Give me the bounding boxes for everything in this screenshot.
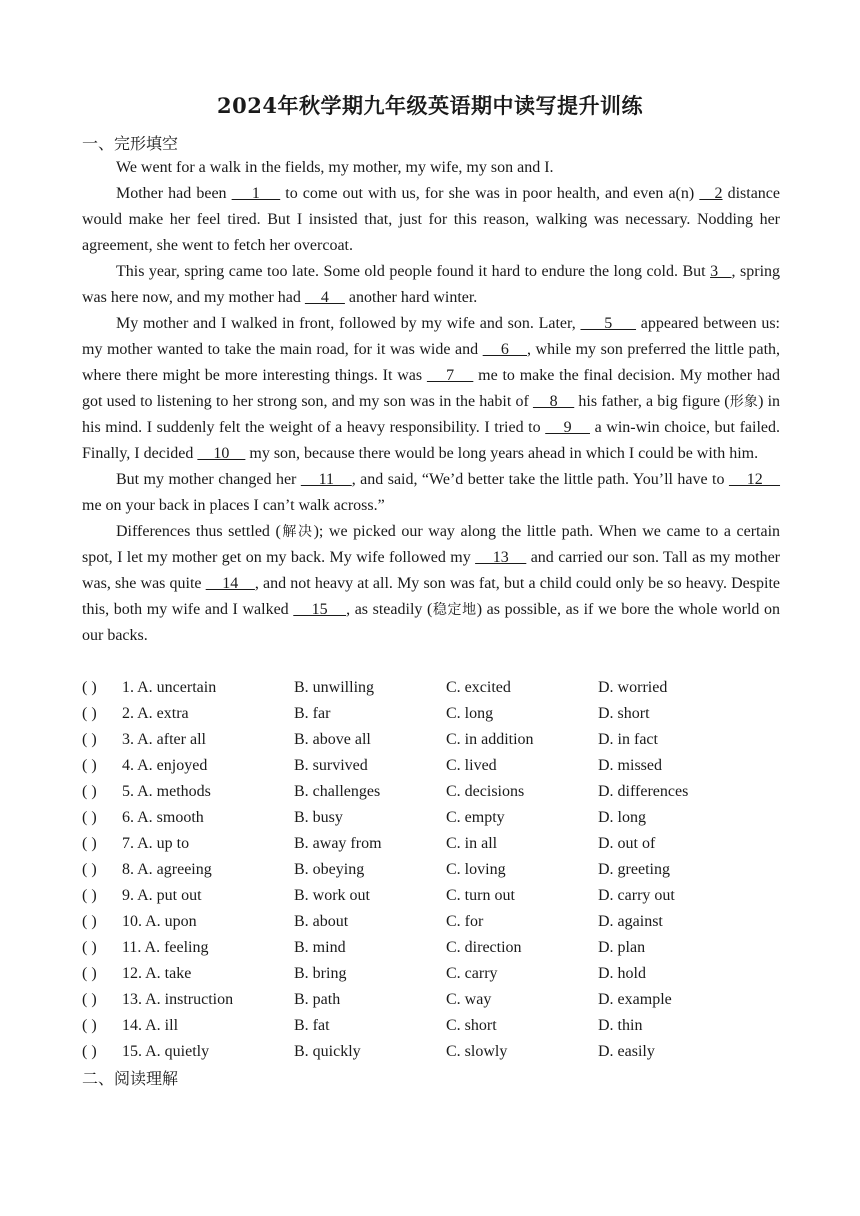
option-d: D. differences: [598, 783, 689, 800]
chinese-gloss: 稳定地: [432, 602, 477, 618]
answer-blank: 6: [482, 341, 527, 358]
page-title: 2024年秋学期九年级英语期中读写提升训练: [217, 93, 643, 118]
answer-bracket: ( ): [82, 731, 97, 748]
answer-bracket: ( ): [82, 809, 97, 826]
question-row: [82, 987, 780, 1013]
answer-bracket: ( ): [82, 939, 97, 956]
answer-blank: 13: [475, 549, 527, 566]
option-c: C. turn out: [446, 887, 515, 904]
passage-text: , and not heavy at all. My son was fat, but a child could only be so heavy. Despite this, both my wife and I walked: [82, 575, 780, 618]
passage-text: Mother had been: [116, 185, 232, 202]
option-c: C. slowly: [446, 1043, 508, 1060]
option-b: B. fat: [294, 1017, 330, 1034]
option-c: C. loving: [446, 861, 506, 878]
question-row: [82, 857, 780, 883]
option-a: 1. A. uncertain: [122, 679, 217, 696]
option-b: B. above all: [294, 731, 371, 748]
section-heading-reading: 二、阅读理解: [82, 1069, 179, 1088]
question-row: [82, 805, 780, 831]
passage-text: me to make the final decision. My mother had got used to listening to her strong son, and my son was in the habit of: [82, 367, 781, 410]
question-row: [82, 883, 780, 909]
passage-paragraph: [82, 259, 780, 311]
question-row: [82, 909, 780, 935]
option-a: 13. A. instruction: [122, 991, 234, 1008]
option-a: 10. A. upon: [122, 913, 197, 930]
answer-blank: 10: [197, 445, 246, 462]
passage-text: me on your back in places I can’t walk across.”: [82, 497, 385, 514]
passage-paragraph: [82, 155, 780, 181]
option-b: B. busy: [294, 809, 343, 826]
option-d: D. missed: [598, 757, 662, 774]
option-c: C. in addition: [446, 731, 534, 748]
option-a: 5. A. methods: [122, 783, 211, 800]
option-b: B. challenges: [294, 783, 381, 800]
option-a: 11. A. feeling: [122, 939, 209, 956]
question-row: [82, 701, 780, 727]
option-c: C. for: [446, 913, 484, 930]
answer-blank: 15: [293, 601, 347, 618]
passage-text: , as steadily (: [346, 601, 433, 618]
option-c: C. carry: [446, 965, 498, 982]
question-row: [82, 727, 780, 753]
option-d: D. carry out: [598, 887, 675, 904]
answer-bracket: ( ): [82, 783, 97, 800]
option-d: D. in fact: [598, 731, 658, 748]
passage-text: appeared between us: my mother wanted to take the main road, for it was wide and: [82, 315, 781, 358]
option-d: D. hold: [598, 965, 646, 982]
option-a: 8. A. agreeing: [122, 861, 212, 878]
option-c: C. empty: [446, 809, 505, 826]
option-a: 15. A. quietly: [122, 1043, 210, 1060]
option-d: D. worried: [598, 679, 668, 696]
question-row: [82, 1013, 780, 1039]
option-d: D. easily: [598, 1043, 655, 1060]
option-b: B. quickly: [294, 1043, 361, 1060]
answer-blank: 8: [532, 393, 575, 410]
question-row: [82, 675, 780, 701]
cloze-passage: [82, 155, 780, 649]
option-b: B. work out: [294, 887, 370, 904]
passage-text: , while my son preferred the little path, where there might be more interesting things. It was: [82, 341, 781, 384]
answer-bracket: ( ): [82, 965, 97, 982]
option-c: C. decisions: [446, 783, 525, 800]
option-c: C. in all: [446, 835, 498, 852]
option-a: 14. A. ill: [122, 1017, 179, 1034]
option-c: C. excited: [446, 679, 511, 696]
option-b: B. path: [294, 991, 341, 1008]
option-c: C. lived: [446, 757, 497, 774]
passage-text: , and said, “We’d better take the little path. You’ll have to: [351, 471, 729, 488]
answer-blank: 12: [728, 471, 781, 488]
passage-text: to come out with us, for she was in poor health, and even a(n): [280, 185, 700, 202]
option-d: D. against: [598, 913, 663, 930]
passage-paragraph: [82, 467, 780, 519]
passage-text: This year, spring came too late. Some old people found it hard to endure the long cold. But: [116, 263, 711, 280]
answer-blank: 9: [545, 419, 590, 436]
answer-bracket: ( ): [82, 861, 97, 878]
passage-paragraph: [82, 311, 780, 467]
option-d: D. thin: [598, 1017, 643, 1034]
option-a: 12. A. take: [122, 965, 192, 982]
answer-blank: 1: [231, 185, 281, 202]
answer-bracket: ( ): [82, 835, 97, 852]
answer-bracket: ( ): [82, 887, 97, 904]
question-row: [82, 779, 780, 805]
question-row: [82, 1039, 780, 1065]
option-d: D. greeting: [598, 861, 670, 878]
answer-bracket: ( ): [82, 679, 97, 696]
option-c: C. way: [446, 991, 492, 1008]
option-b: B. about: [294, 913, 349, 930]
answer-options: [82, 675, 780, 1065]
passage-text: ) as possible, as if we bore the whole world on our backs.: [82, 601, 781, 644]
answer-blank: 14: [205, 575, 255, 592]
option-d: D. short: [598, 705, 650, 722]
option-b: B. bring: [294, 965, 347, 982]
option-c: C. direction: [446, 939, 522, 956]
option-c: C. long: [446, 705, 494, 722]
passage-text: We went for a walk in the fields, my mother, my wife, my son and I.: [116, 159, 554, 176]
answer-blank: 7: [426, 367, 474, 384]
passage-text: My mother and I walked in front, followed by my wife and son. Later,: [116, 315, 581, 332]
question-row: [82, 961, 780, 987]
answer-bracket: ( ): [82, 1017, 97, 1034]
passage-text: , spring was here now, and my mother had: [82, 263, 781, 306]
passage-paragraph: [82, 519, 780, 649]
option-d: D. plan: [598, 939, 646, 956]
passage-text: and carried our son. Tall as my mother was, she was quite: [82, 549, 780, 592]
answer-bracket: ( ): [82, 913, 97, 930]
passage-text: a win-win choice, but failed. Finally, I decided: [82, 419, 781, 462]
option-a: 3. A. after all: [122, 731, 206, 748]
passage-paragraph: [82, 181, 780, 259]
option-b: B. far: [294, 705, 331, 722]
answer-blank: 5: [580, 315, 637, 332]
chinese-gloss: 解决: [280, 524, 314, 540]
option-b: B. mind: [294, 939, 346, 956]
passage-text: Differences thus settled (: [116, 523, 281, 540]
passage-text: ) in his mind. I suddenly felt the weight of a heavy responsibility. I tried to: [82, 393, 781, 436]
answer-blank: 4: [304, 289, 345, 306]
option-a: 7. A. up to: [122, 835, 190, 852]
question-row: [82, 753, 780, 779]
passage-text: ); we picked our way along the little path. When we came to a certain spot, I let my mother get on my back. My wife followed my: [82, 523, 781, 566]
option-b: B. survived: [294, 757, 368, 774]
answer-blank: 3: [710, 263, 732, 280]
option-c: C. short: [446, 1017, 497, 1034]
answer-bracket: ( ): [82, 991, 97, 1008]
answer-bracket: ( ): [82, 1043, 97, 1060]
option-a: 2. A. extra: [122, 705, 189, 722]
section-heading-cloze: 一、完形填空: [82, 134, 179, 153]
chinese-gloss: 形象: [729, 394, 759, 410]
passage-text: another hard winter.: [344, 289, 478, 306]
question-row: [82, 935, 780, 961]
answer-blank: 2: [699, 185, 723, 202]
answer-bracket: ( ): [82, 705, 97, 722]
question-row: [82, 831, 780, 857]
answer-blank: 11: [300, 471, 352, 488]
answer-bracket: ( ): [82, 757, 97, 774]
option-d: D. long: [598, 809, 646, 826]
option-d: D. example: [598, 991, 672, 1008]
option-b: B. obeying: [294, 861, 365, 878]
option-a: 6. A. smooth: [122, 809, 204, 826]
option-a: 4. A. enjoyed: [122, 757, 208, 774]
passage-text: his father, a big figure (: [574, 393, 730, 410]
option-d: D. out of: [598, 835, 656, 852]
option-b: B. away from: [294, 835, 382, 852]
passage-text: But my mother changed her: [116, 471, 301, 488]
option-b: B. unwilling: [294, 679, 375, 696]
passage-text: distance would make her feel tired. But I insisted that, just for this reason, walking was necessary. Nodding her agreement, she went to fetch her overcoat.: [82, 185, 781, 254]
option-a: 9. A. put out: [122, 887, 202, 904]
passage-text: my son, because there would be long years ahead in which I could be with him.: [245, 445, 759, 462]
